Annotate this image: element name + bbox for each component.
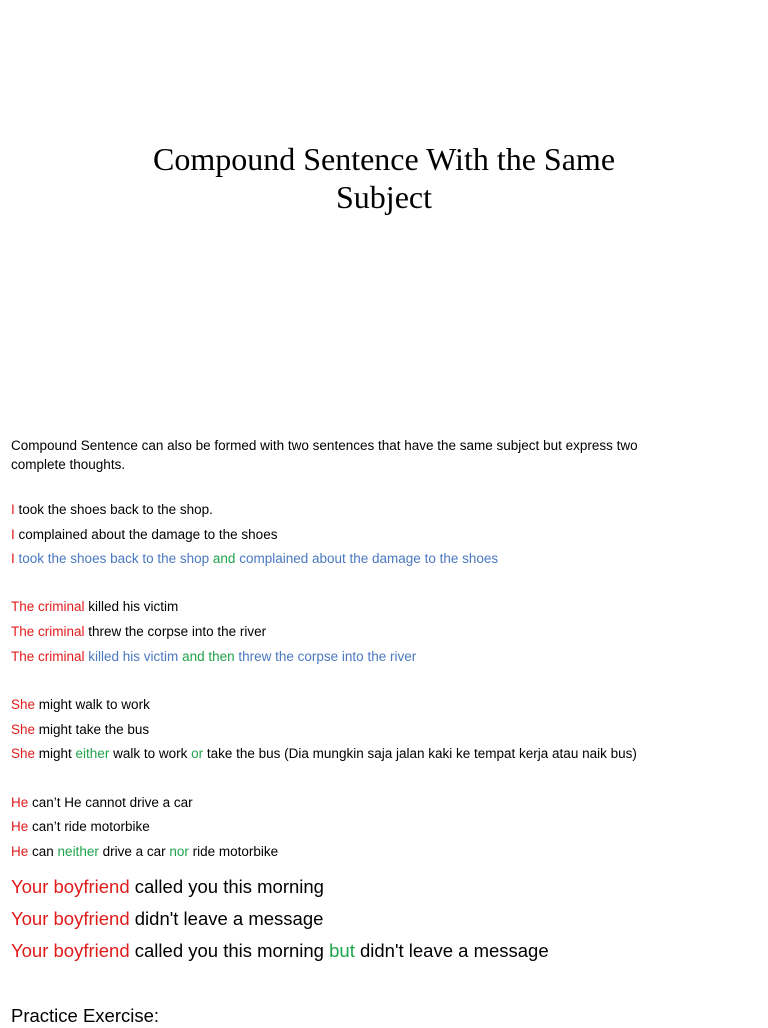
subject: She (11, 746, 36, 761)
subject: Your boyfriend (11, 908, 130, 929)
clause: took the shoes back to the shop. (14, 502, 213, 517)
example-line (11, 501, 213, 519)
clause: ride motorbike (188, 844, 279, 859)
conjunction: and then (182, 649, 235, 664)
example-line (11, 818, 150, 836)
example-line (11, 721, 149, 739)
subject: I (11, 527, 15, 542)
clause: didn't leave a message (129, 908, 324, 929)
clause: killed his victim (84, 649, 183, 664)
subject: The criminal (11, 624, 85, 639)
clause: called you this morning (129, 940, 330, 961)
clause: complained about the damage to the shoes (235, 551, 499, 566)
combined-line (11, 745, 637, 763)
conjunction: neither (57, 844, 99, 859)
clause: might take the bus (35, 722, 150, 737)
subject: Your boyfriend (11, 876, 130, 897)
example-line (11, 623, 266, 641)
practice-heading: Practice Exercise: (11, 1005, 160, 1026)
example-line (11, 794, 193, 812)
combined-line (11, 843, 278, 861)
subject: He (11, 795, 29, 810)
combined-line (11, 550, 498, 568)
example-line (11, 598, 178, 616)
intro-line-2: complete thoughts. (11, 457, 126, 472)
conjunction: nor (169, 844, 189, 859)
clause: walk to work (109, 746, 192, 761)
conjunction: or (191, 746, 204, 761)
subject: The criminal (11, 599, 85, 614)
page-title (0, 140, 768, 216)
clause: might walk to work (35, 697, 150, 712)
combined-line (11, 648, 416, 666)
subject: He (11, 819, 29, 834)
example-line (11, 526, 277, 544)
clause: might (35, 746, 76, 761)
title-line-1: Compound Sentence With the Same (152, 141, 616, 177)
conjunction: either (75, 746, 110, 761)
subject: He (11, 844, 29, 859)
clause: take the bus (Dia mungkin saja jalan kaki ke tempat kerja atau naik bus) (203, 746, 637, 761)
subject: Your boyfriend (11, 940, 130, 961)
clause: threw the corpse into the river (84, 624, 267, 639)
combined-line (11, 939, 549, 963)
conjunction: but (329, 940, 355, 961)
clause: can’t He cannot drive a car (28, 795, 193, 810)
clause: didn't leave a message (354, 940, 549, 961)
subject: She (11, 697, 36, 712)
conjunction: and (212, 551, 236, 566)
subject: I (11, 551, 15, 566)
title-line-2: Subject (336, 179, 432, 215)
clause: took the shoes back to the shop (14, 551, 213, 566)
example-line (11, 875, 324, 899)
clause: killed his victim (84, 599, 179, 614)
example-line (11, 907, 323, 931)
intro-line-1: Compound Sentence can also be formed with two sentences that have the same subject but express two (11, 438, 638, 453)
clause: threw the corpse into the river (234, 649, 417, 664)
subject: I (11, 502, 15, 517)
example-line (11, 696, 150, 714)
clause: called you this morning (129, 876, 324, 897)
intro-paragraph (11, 436, 751, 474)
clause: complained about the damage to the shoes (14, 527, 278, 542)
clause: can’t ride motorbike (28, 819, 150, 834)
clause: can (28, 844, 58, 859)
subject: She (11, 722, 36, 737)
subject: The criminal (11, 649, 85, 664)
clause: drive a car (98, 844, 170, 859)
